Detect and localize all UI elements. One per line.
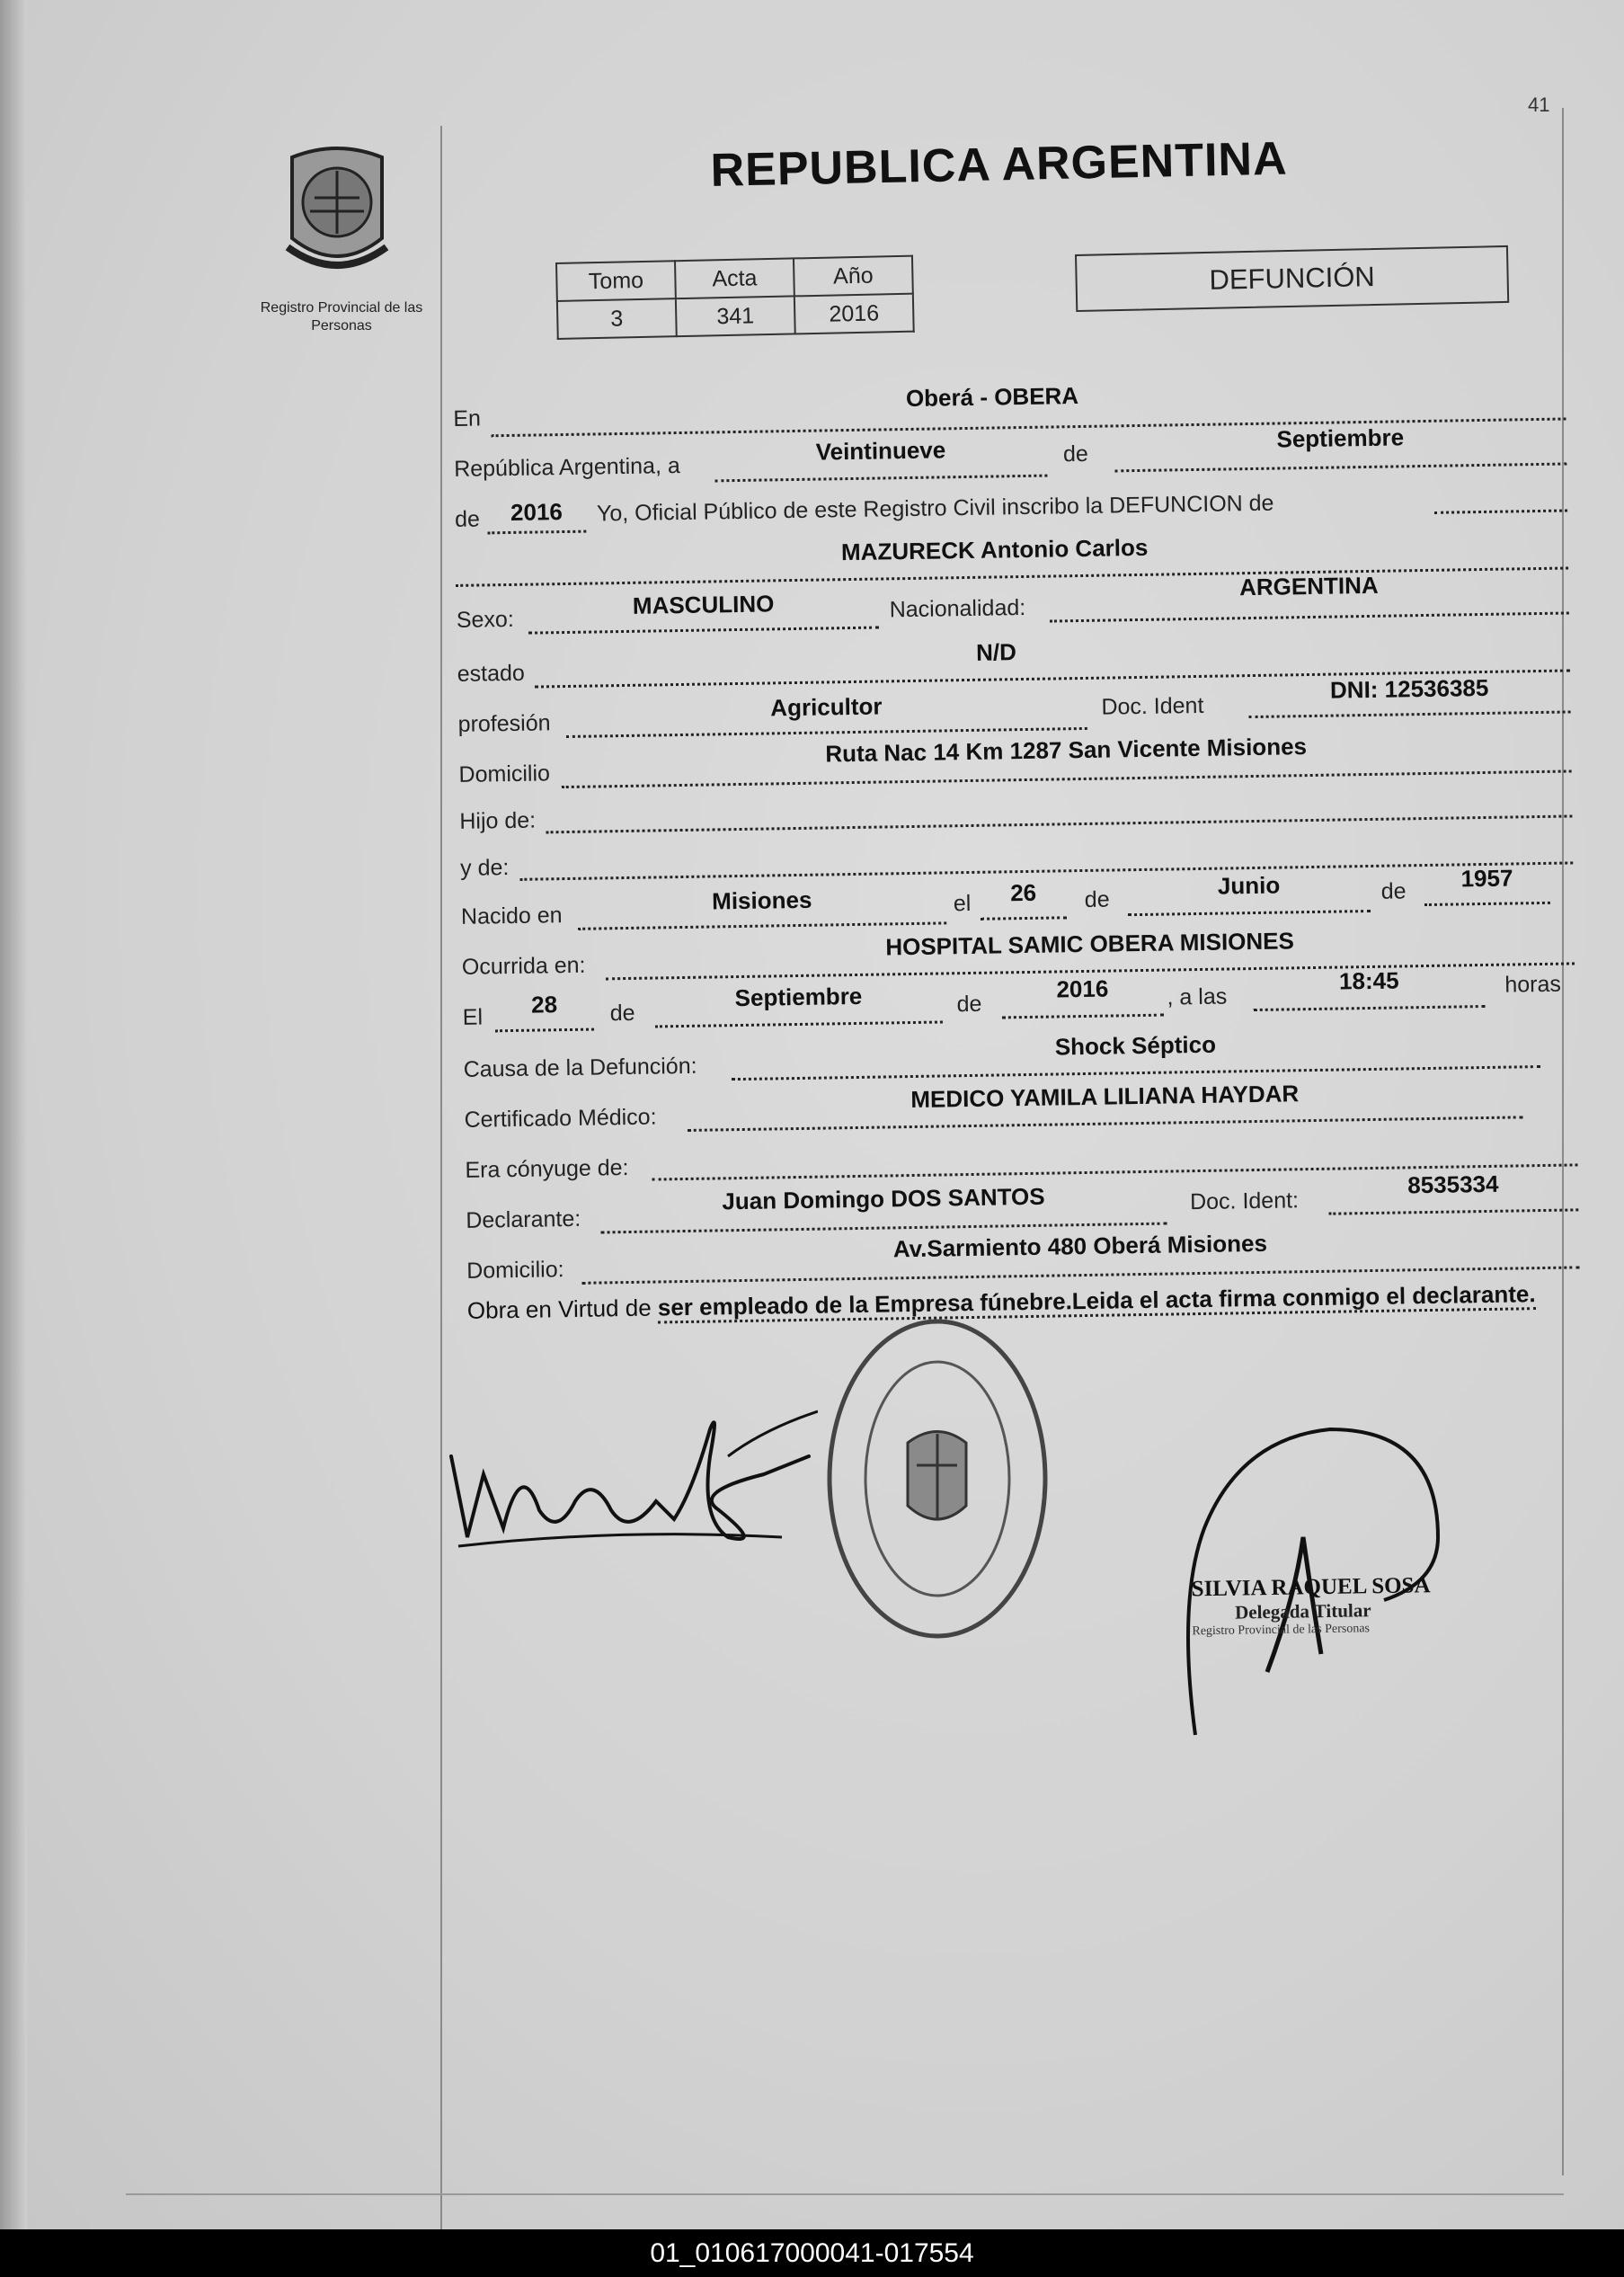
death-time-line	[1254, 1005, 1486, 1011]
ocurrida-value: HOSPITAL SAMIC OBERA MISIONES	[885, 927, 1295, 961]
declarant-signature-icon	[440, 1402, 818, 1582]
nacionalidad-label: Nacionalidad:	[889, 594, 1026, 623]
conyuge-label: Era cónyuge de:	[465, 1154, 629, 1183]
causa-value: Shock Séptico	[1054, 1030, 1217, 1061]
ano-value: 2016	[794, 294, 914, 334]
profesion-value: Agricultor	[770, 692, 883, 722]
birth-year-value: 1957	[1460, 864, 1513, 893]
hijo-line	[546, 814, 1573, 833]
de-label-6: de	[956, 991, 982, 1018]
death-year-value: 2016	[1056, 974, 1109, 1003]
ocurrida-label: Ocurrida en:	[461, 952, 586, 980]
y-de-label: y de:	[459, 855, 510, 881]
en-label: En	[453, 405, 482, 431]
year-line	[487, 530, 586, 535]
de-label-2: de	[454, 506, 481, 532]
month-value: Septiembre	[1276, 423, 1405, 453]
ano-header: Año	[794, 256, 913, 297]
certificado-label: Certificado Médico:	[464, 1104, 657, 1133]
el-label: el	[953, 890, 972, 917]
de-label-3: de	[1084, 886, 1110, 912]
year-value: 2016	[510, 498, 564, 526]
page-edge	[0, 0, 27, 2229]
day-text-value: Veintinueve	[815, 436, 946, 466]
official-block	[1191, 1573, 1461, 1640]
horas-label: horas	[1504, 971, 1562, 998]
birth-month-value: Junio	[1217, 871, 1281, 900]
profesion-line	[566, 727, 1087, 738]
estado-label: estado	[457, 660, 526, 687]
declarante-label: Declarante:	[466, 1205, 581, 1233]
sexo-label: Sexo:	[456, 606, 514, 633]
official-seal-icon	[813, 1308, 1060, 1650]
a-las-label: , a las	[1167, 983, 1228, 1010]
month-line	[1114, 462, 1566, 472]
nacido-line	[578, 921, 946, 929]
nacionalidad-value: ARGENTINA	[1238, 571, 1379, 601]
death-day-value: 28	[530, 991, 558, 1018]
nacido-label: Nacido en	[460, 903, 563, 929]
birth-year-line	[1424, 902, 1550, 906]
domicilio2-value: Av.Sarmiento 480 Oberá Misiones	[892, 1229, 1268, 1263]
official-name: SILVIA RAQUEL SOSA	[1191, 1573, 1431, 1602]
bottom-rule	[126, 2193, 1564, 2195]
de-label-4: de	[1380, 878, 1407, 904]
domicilio-label-2: Domicilio:	[466, 1257, 564, 1284]
registry-label: Registro Provincial de las Personas	[260, 300, 423, 334]
doc-ident-value: DNI: 12536385	[1329, 673, 1489, 704]
official-title: Delegada Titular	[1234, 1599, 1371, 1623]
tomo-header: Tomo	[556, 261, 676, 301]
doc-ident-label: Doc. Ident	[1101, 692, 1204, 720]
certificado-value: MEDICO YAMILA LILIANA HAYDAR	[910, 1080, 1300, 1114]
birth-month-line	[1128, 910, 1371, 916]
estado-value: N/D	[975, 638, 1017, 666]
obra-label: Obra en Virtud de	[466, 1294, 652, 1324]
domicilio-line	[562, 769, 1572, 788]
doc2-value: 8535334	[1407, 1170, 1499, 1199]
birth-day-value: 26	[1009, 878, 1037, 907]
certificate-type-box: DEFUNCIÓN	[1075, 245, 1509, 312]
day-line	[714, 475, 1047, 483]
death-year-line	[1002, 1014, 1164, 1019]
death-time-value: 18:45	[1338, 966, 1399, 995]
death-month-line	[655, 1020, 943, 1027]
doc-ident-line	[1249, 710, 1571, 718]
inscription-text: Yo, Oficial Público de este Registro Civil inscribo la DEFUNCION de	[596, 490, 1274, 527]
sexo-value: MASCULINO	[632, 590, 775, 619]
acta-value: 341	[676, 296, 795, 336]
acta-header: Acta	[675, 258, 794, 298]
causa-label: Causa de la Defunción:	[463, 1053, 697, 1082]
de-label-5: de	[609, 1000, 635, 1027]
republica-label: República Argentina, a	[453, 452, 680, 482]
nacionalidad-line	[1050, 611, 1569, 622]
profesion-label: profesión	[457, 710, 551, 737]
document-title: REPUBLICA ARGENTINA	[710, 132, 1289, 197]
obra-text: ser empleado de la Empresa fúnebre.Leida el acta firma conmigo el declarante.	[658, 1280, 1536, 1323]
left-margin-line	[440, 126, 442, 2229]
tomo-value: 3	[557, 298, 677, 339]
doc2-line	[1328, 1208, 1578, 1214]
domicilio-value: Ruta Nac 14 Km 1287 San Vicente Misiones	[825, 733, 1308, 768]
sexo-line	[528, 627, 879, 635]
deceased-name: MAZURECK Antonio Carlos	[840, 533, 1149, 566]
doc-ident-label-2: Doc. Ident:	[1189, 1187, 1300, 1215]
hijo-label: Hijo de:	[459, 807, 537, 834]
page-number: 41	[1528, 93, 1550, 116]
birth-day-line	[981, 916, 1067, 921]
declarante-value: Juan Domingo DOS SANTOS	[722, 1182, 1045, 1215]
document-footer-id: 01_010617000041-017554	[0, 2229, 1624, 2277]
certificado-line	[688, 1116, 1523, 1132]
en-value: Oberá - OBERA	[905, 382, 1079, 413]
provincial-crest-icon	[274, 139, 400, 283]
el-label-2: El	[462, 1004, 484, 1030]
domicilio-label: Domicilio	[458, 760, 551, 787]
death-day-line	[495, 1028, 594, 1033]
de-label-1: de	[1062, 440, 1089, 467]
death-month-value: Septiembre	[734, 982, 863, 1012]
official-office: Registro Provincial de las Personas	[1192, 1622, 1371, 1639]
inscription-line	[1434, 509, 1567, 513]
nacido-value: Misiones	[711, 885, 812, 915]
